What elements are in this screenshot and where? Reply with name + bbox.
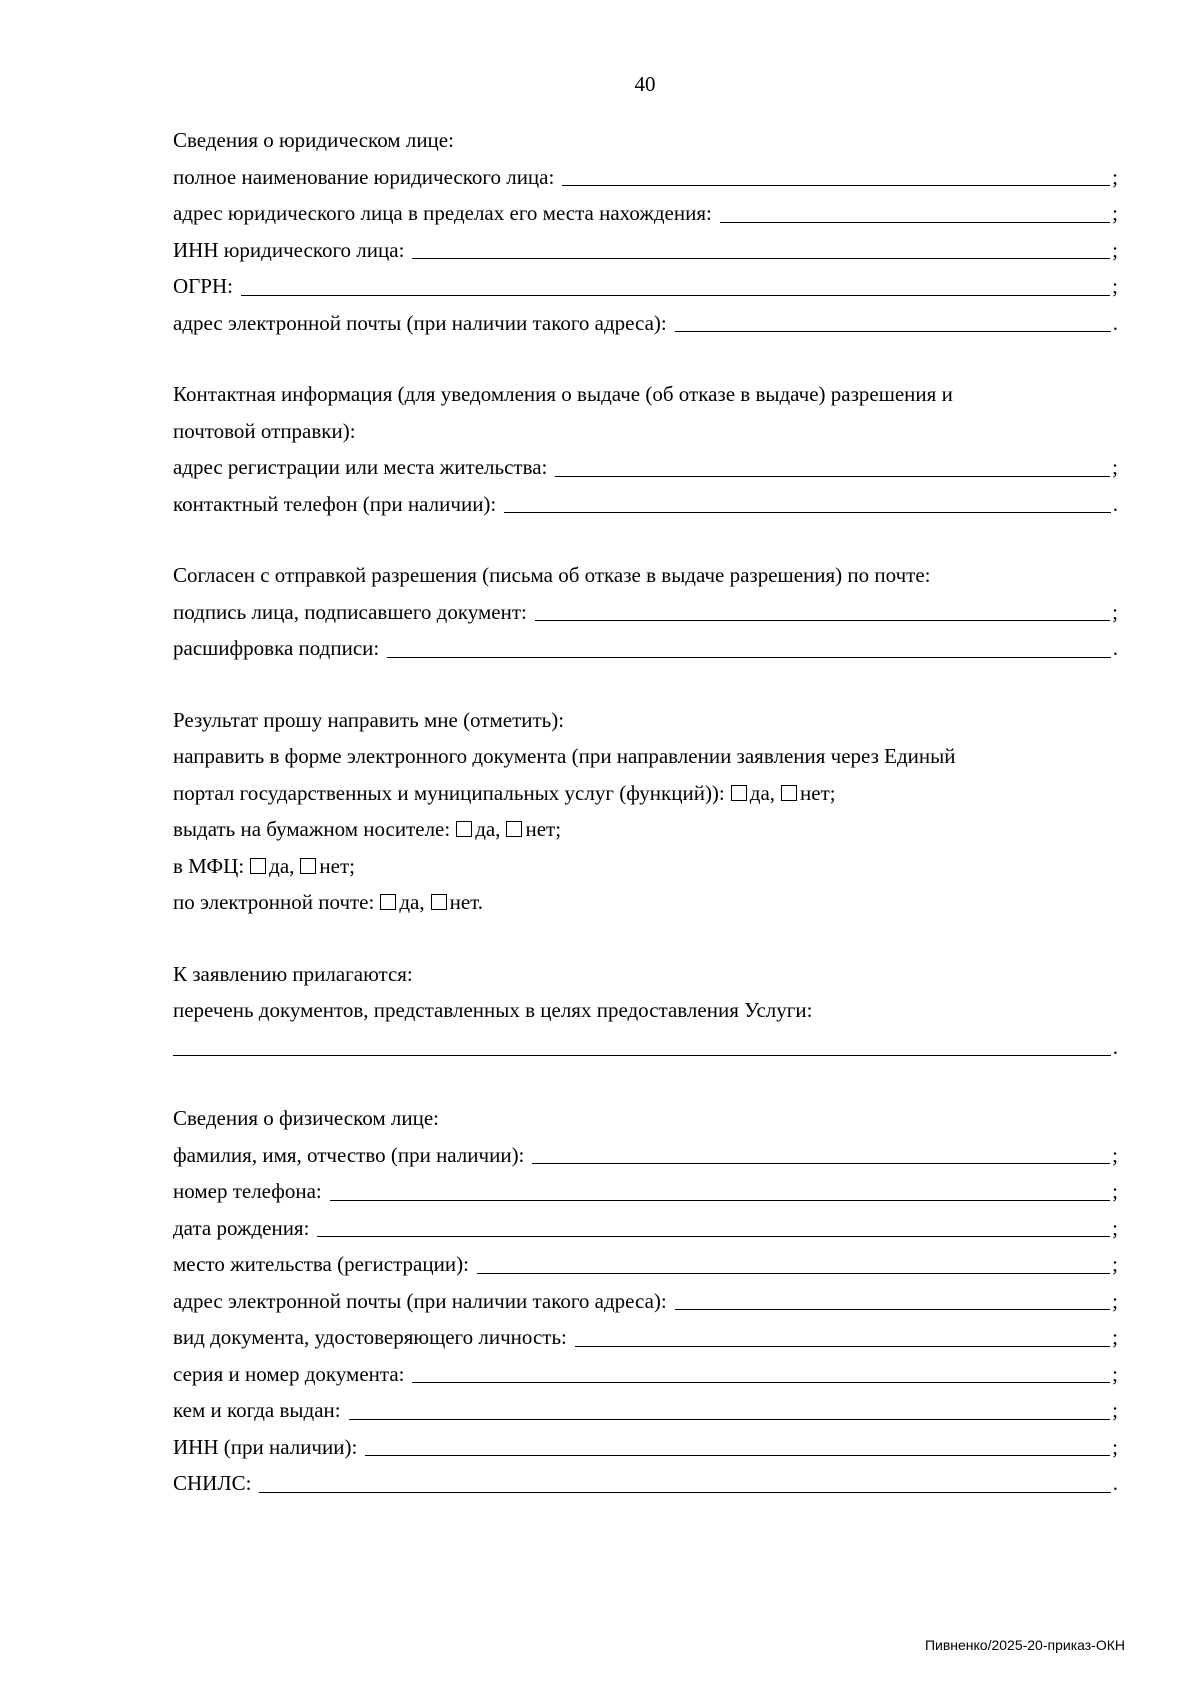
fill-line[interactable] [330, 1180, 1110, 1201]
birth-date-field[interactable] [173, 1210, 1118, 1247]
electronic-option-line1: направить в форме электронного документа (при направлении заявления через Единый [173, 744, 956, 768]
section-gap [173, 667, 1118, 702]
field-end: . [1112, 491, 1118, 516]
attachments-list-field[interactable] [173, 1029, 1118, 1066]
field-end: ; [1112, 1179, 1118, 1203]
fill-line[interactable] [317, 1216, 1110, 1237]
yes-label: да, [475, 817, 501, 841]
electronic-yes-checkbox[interactable] [731, 785, 747, 801]
field-label: полное наименование юридического лица: [173, 164, 555, 189]
full-name-field[interactable] [173, 1137, 1118, 1174]
field-label: номер телефона: [173, 1179, 322, 1203]
email-option-label: по электронной почте: [173, 890, 375, 914]
snils-field[interactable] [173, 1465, 1118, 1502]
no-label: нет; [800, 780, 836, 805]
fill-line[interactable] [562, 165, 1110, 186]
electronic-no-checkbox[interactable] [781, 785, 797, 801]
field-end: ; [1112, 201, 1118, 225]
field-label: серия и номер документа: [173, 1361, 405, 1386]
fill-line[interactable] [555, 456, 1110, 477]
field-label: дата рождения: [173, 1215, 310, 1240]
individual-email-field[interactable] [173, 1283, 1118, 1320]
yes-label: да, [749, 780, 776, 805]
field-label: ИНН юридического лица: [173, 237, 405, 262]
field-label: адрес электронной почты (при наличии такого адреса): [173, 1288, 667, 1313]
fill-line[interactable] [241, 275, 1110, 296]
yes-label: да, [399, 890, 425, 914]
field-end: ; [1112, 1361, 1118, 1386]
fill-line[interactable] [535, 600, 1110, 621]
issued-by-field[interactable] [173, 1392, 1118, 1429]
field-label: контактный телефон (при наличии): [173, 491, 497, 516]
field-end: ; [1112, 1252, 1118, 1276]
mfc-no-checkbox[interactable] [300, 858, 316, 874]
field-end: ; [1112, 274, 1118, 298]
mfc-option-row [173, 848, 1118, 885]
phone-number-field[interactable] [173, 1173, 1118, 1210]
email-option-row [173, 884, 1118, 921]
legal-entity-heading: Сведения о юридическом лице: [173, 128, 454, 152]
field-end: ; [1112, 1288, 1118, 1313]
field-label: кем и когда выдан: [173, 1398, 341, 1422]
application-form [173, 122, 1118, 1502]
mfc-option-label: в МФЦ: [173, 853, 245, 878]
fill-line[interactable] [675, 311, 1111, 332]
document-footer-code: Пивненко/2025-20-приказ-ОКН [924, 1637, 1125, 1653]
electronic-option-label: портал государственных и муниципальных услуг (функций)): [173, 780, 725, 805]
fill-line[interactable] [477, 1253, 1110, 1274]
field-end: ; [1112, 1434, 1118, 1459]
field-label: адрес регистрации или места жительства: [173, 455, 548, 479]
fill-line[interactable] [412, 1362, 1110, 1383]
mfc-yes-checkbox[interactable] [250, 858, 266, 874]
contact-phone-field[interactable] [173, 486, 1118, 523]
fill-line[interactable] [412, 238, 1110, 259]
individual-inn-field[interactable] [173, 1429, 1118, 1466]
field-end: ; [1112, 1215, 1118, 1240]
field-end: . [1112, 636, 1118, 660]
fill-line[interactable] [349, 1399, 1111, 1420]
registration-address-field[interactable] [173, 449, 1118, 486]
field-label: адрес юридического лица в пределах его места нахождения: [173, 201, 712, 225]
field-end: . [1112, 1471, 1118, 1495]
no-label: нет; [525, 817, 562, 841]
fill-line[interactable] [365, 1435, 1110, 1456]
paper-option-row [173, 811, 1118, 848]
field-label: адрес электронной почты (при наличии такого адреса): [173, 310, 667, 335]
legal-entity-ogrn-field[interactable] [173, 268, 1118, 305]
fill-line[interactable] [720, 202, 1110, 223]
legal-entity-inn-field[interactable] [173, 232, 1118, 269]
legal-entity-address-field[interactable] [173, 195, 1118, 232]
contact-heading-line2: почтовой отправки): [173, 418, 356, 443]
attachments-heading: К заявлению прилагаются: [173, 961, 413, 986]
fill-line[interactable] [675, 1289, 1110, 1310]
email-yes-checkbox[interactable] [380, 894, 396, 910]
section-gap [173, 1065, 1118, 1100]
fill-line[interactable] [259, 1472, 1110, 1493]
field-label: фамилия, имя, отчество (при наличии): [173, 1142, 525, 1167]
fill-line[interactable] [575, 1326, 1110, 1347]
field-end: ; [1112, 237, 1118, 262]
section-gap [173, 921, 1118, 956]
field-end: . [1112, 310, 1118, 335]
no-label: нет; [319, 853, 355, 878]
id-document-type-field[interactable] [173, 1319, 1118, 1356]
individual-heading: Сведения о физическом лице: [173, 1106, 439, 1130]
no-label: нет. [449, 890, 484, 914]
yes-label: да, [269, 853, 295, 878]
legal-entity-email-field[interactable] [173, 305, 1118, 342]
electronic-option-row [173, 775, 1118, 812]
consent-heading: Согласен с отправкой разрешения (письма об отказе в выдаче разрешения) по почте: [173, 563, 931, 587]
field-end: ; [1112, 599, 1118, 624]
field-label: место жительства (регистрации): [173, 1252, 469, 1276]
field-end: ; [1112, 455, 1118, 479]
fill-line[interactable] [173, 1035, 1111, 1056]
document-series-number-field[interactable] [173, 1356, 1118, 1393]
signature-field[interactable] [173, 594, 1118, 631]
attachments-list-label: перечень документов, представленных в целях предоставления Услуги: [173, 998, 813, 1022]
contact-heading-line1: Контактная информация (для уведомления о выдаче (об отказе в выдаче) разрешения и [173, 382, 953, 406]
email-no-checkbox[interactable] [431, 894, 447, 910]
fill-line[interactable] [504, 492, 1110, 513]
field-end: ; [1112, 1325, 1118, 1349]
field-label: подпись лица, подписавшего документ: [173, 599, 527, 624]
section-gap [173, 341, 1118, 376]
fill-line[interactable] [532, 1143, 1110, 1164]
signature-decoding-field[interactable] [173, 630, 1118, 667]
page-number: 40 [634, 72, 656, 96]
field-label: ОГРН: [173, 274, 233, 298]
paper-no-checkbox[interactable] [506, 821, 522, 837]
field-end: . [1112, 1034, 1118, 1059]
field-end: ; [1112, 164, 1118, 189]
field-label: расшифровка подписи: [173, 636, 380, 660]
paper-yes-checkbox[interactable] [456, 821, 472, 837]
section-gap [173, 522, 1118, 557]
field-label: вид документа, удостоверяющего личность: [173, 1325, 567, 1349]
field-label: ИНН (при наличии): [173, 1434, 358, 1459]
field-end: ; [1112, 1398, 1118, 1422]
result-heading: Результат прошу направить мне (отметить): [173, 707, 565, 732]
field-end: ; [1112, 1142, 1118, 1167]
field-label: СНИЛС: [173, 1471, 252, 1495]
fill-line[interactable] [387, 637, 1111, 658]
residence-field[interactable] [173, 1246, 1118, 1283]
paper-option-label: выдать на бумажном носителе: [173, 817, 451, 841]
legal-entity-full-name-field[interactable] [173, 159, 1118, 196]
